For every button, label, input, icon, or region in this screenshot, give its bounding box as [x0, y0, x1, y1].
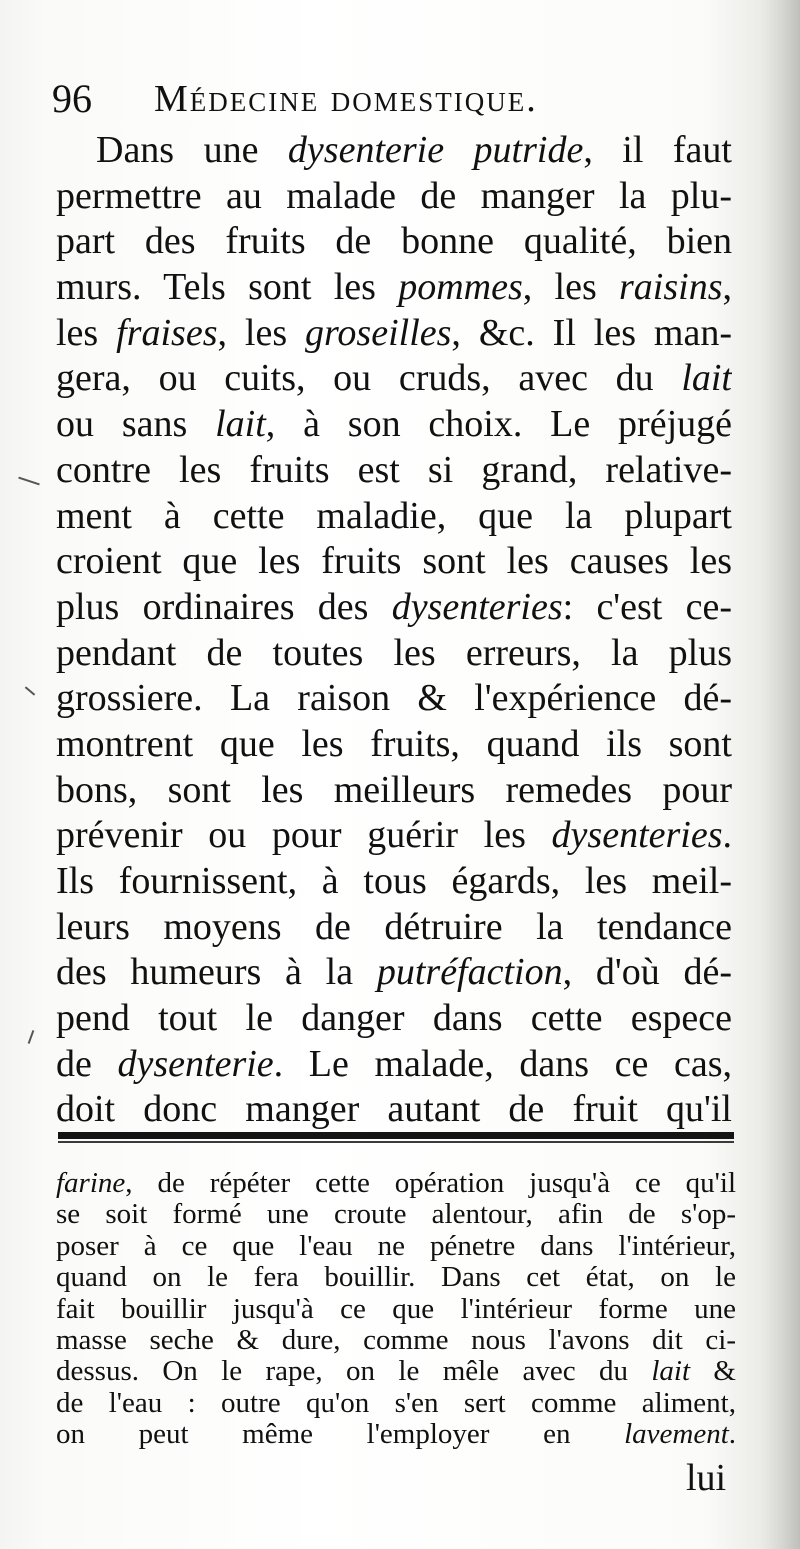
text-run: des humeurs à la [56, 951, 377, 994]
footnote-rule-thin [58, 1141, 734, 1143]
footnote-line [56, 1262, 736, 1293]
text-run: Ils fournissent, à tous égards, les meil- [56, 860, 732, 902]
text-run: , à son choix. Le préjugé [265, 403, 732, 446]
page-number: 96 [52, 76, 92, 121]
text-run: masse seche & dure, comme nous l'avons dit ci- [56, 1324, 736, 1356]
body-line [56, 631, 732, 677]
body-line [56, 585, 732, 631]
text-run: quand on le fera bouillir. Dans cet état, on le [56, 1262, 736, 1294]
text-run: : c'est ce- [562, 585, 732, 628]
footnote-line [56, 1325, 736, 1356]
text-run: permettre au malade de manger la plu- [56, 174, 732, 217]
text-run: pendant de toutes les erreurs, la plus [56, 631, 732, 674]
text-run: fait bouillir jusqu'à ce que l'intérieur forme une [56, 1293, 736, 1325]
footnote-line [56, 1231, 736, 1262]
footnote-line [56, 1356, 736, 1387]
text-run: dessus. On le rape, on le mêle avec du [56, 1356, 652, 1388]
text-run: , il faut [583, 129, 732, 171]
body-line [56, 174, 732, 220]
body-line [56, 539, 732, 585]
body-line [56, 676, 732, 722]
running-head: Médecine domestique. [154, 78, 538, 120]
text-run: croient que les fruits sont les causes les [56, 540, 732, 583]
text-run: , les [522, 266, 620, 309]
italic-text: putréfaction [376, 951, 563, 994]
body-line [56, 1042, 732, 1088]
text-run: leurs moyens de détruire la tendance [56, 905, 732, 948]
italic-text: farine [56, 1168, 126, 1199]
italic-text: lavement [624, 1419, 729, 1451]
footnote-line [56, 1419, 736, 1450]
body-line [56, 722, 732, 768]
text-run: prévenir ou pour guérir les [56, 814, 552, 857]
text-run: se soit formé une croute alentour, afin de s'op- [56, 1199, 736, 1231]
text-run: part des fruits de bonne qualité, bien [56, 220, 732, 263]
main-text [56, 128, 732, 1133]
text-run: , de répéter cette opération jusqu'à ce qu'il [125, 1168, 736, 1199]
italic-text: raisins [619, 266, 723, 309]
body-line [56, 402, 732, 448]
text-run: ment à cette maladie, que la plupart [56, 494, 732, 537]
italic-text: lait [681, 357, 732, 400]
text-run: , les [217, 311, 306, 354]
margin-stroke [18, 477, 40, 486]
text-run: . [728, 1419, 736, 1451]
body-line [56, 265, 732, 311]
text-run: de [56, 1042, 118, 1085]
body-line [56, 813, 732, 859]
text-run: . Le malade, dans ce cas, [273, 1042, 732, 1085]
text-run: poser à ce que l'eau ne pénetre dans l'intérieur, [56, 1230, 736, 1262]
italic-text: fraises [116, 311, 218, 354]
body-line [56, 311, 732, 357]
text-run: , &c. Il les man- [451, 311, 732, 354]
page-header [52, 74, 752, 124]
body-line [56, 356, 732, 402]
text-run: Dans une [96, 129, 288, 171]
footnote-line [56, 1294, 736, 1325]
spine-shadow [760, 0, 800, 1549]
italic-text: dysenterie putride [287, 129, 584, 171]
text-run: . [722, 814, 732, 857]
text-run: & [690, 1356, 736, 1388]
text-run: plus ordinaires des [56, 585, 392, 628]
footnote-line [56, 1199, 736, 1230]
text-run: de l'eau : outre qu'on s'en sert comme aliment, [56, 1387, 736, 1419]
footnote-line [56, 1168, 736, 1199]
catchword: lui [686, 1457, 727, 1499]
text-run: doit donc manger autant de fruit qu'il [56, 1088, 732, 1131]
body-line [56, 859, 732, 905]
footnote-text [56, 1168, 736, 1451]
italic-text: dysenteries [391, 585, 563, 628]
text-run: ou sans [56, 403, 216, 446]
text-run: contre les fruits est si grand, relative- [56, 448, 732, 491]
body-line [56, 128, 732, 174]
body-line [56, 905, 732, 951]
body-line [56, 768, 732, 814]
text-run: , d'où dé- [562, 951, 732, 994]
italic-text: lait [215, 403, 266, 446]
text-run: on peut même l'employer en [56, 1419, 625, 1451]
body-line [56, 219, 732, 265]
italic-text: groseilles [305, 311, 452, 354]
body-line [56, 1087, 732, 1133]
body-line [56, 494, 732, 540]
body-line [56, 950, 732, 996]
italic-text: dysenterie [117, 1042, 274, 1085]
margin-stroke [25, 686, 35, 695]
text-run: gera, ou cuits, ou cruds, avec du [56, 357, 682, 400]
text-run: pend tout le danger dans cette espece [56, 997, 732, 1040]
body-line [56, 996, 732, 1042]
text-run: , [722, 266, 732, 309]
italic-text: dysenteries [551, 814, 723, 857]
footnote-rule [58, 1132, 734, 1139]
text-run: grossiere. La raison & l'expérience dé- [56, 677, 732, 720]
text-run: montrent que les fruits, quand ils sont [56, 722, 732, 765]
text-run: murs. Tels sont les [56, 266, 399, 309]
italic-text: pommes [398, 266, 523, 309]
text-run: les [56, 311, 117, 354]
text-run: bons, sont les meilleurs remedes pour [56, 768, 732, 811]
body-line [56, 448, 732, 494]
footnote-line [56, 1388, 736, 1419]
margin-stroke [28, 1030, 35, 1044]
italic-text: lait [651, 1356, 691, 1388]
